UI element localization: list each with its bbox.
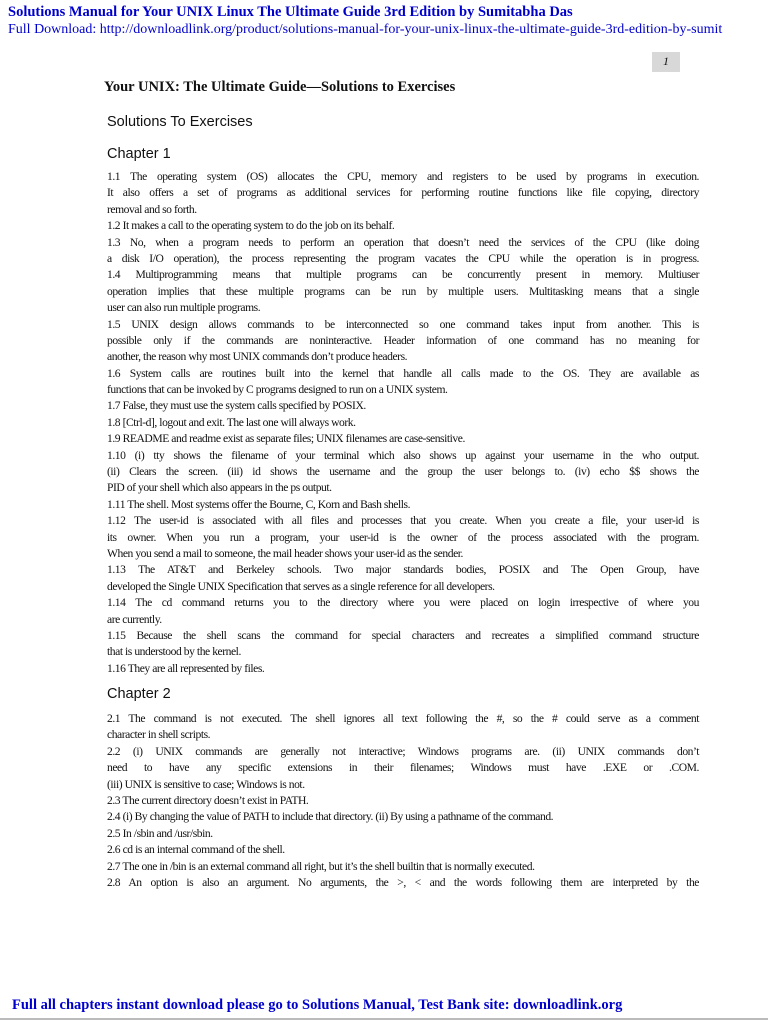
text-line: 1.14 The cd command returns you to the directory where you were placed on login irrespective of where you <box>107 596 699 610</box>
text-line: removal and so forth. <box>107 202 197 216</box>
text-line: PID of your shell which also appears in the ps output. <box>107 481 332 495</box>
text-line: 2.2 (i) UNIX commands are generally not interactive; Windows programs are. (ii) UNIX commands don’t <box>107 744 699 758</box>
book-title: Your UNIX: The Ultimate Guide—Solutions to Exercises <box>104 79 456 95</box>
text-line: 1.10 (i) tty shows the filename of your terminal which also shows up against your username in the who output. <box>107 448 699 462</box>
footer-download-banner[interactable]: Full all chapters instant download please go to Solutions Manual, Test Bank site: downloadlink.org <box>12 997 623 1013</box>
text-line: 1.9 README and readme exist as separate files; UNIX filenames are case-sensitive. <box>107 432 465 446</box>
text-line: 1.2 It makes a call to the operating system to do the job on its behalf. <box>107 219 395 233</box>
text-line: 2.7 The one in /bin is an external command all right, but it’s the shell builtin that is normally executed. <box>107 859 535 873</box>
text-line: are currently. <box>107 612 162 626</box>
text-line: its owner. When you run a program, your user-id is the owner of the process associated with the program. <box>107 530 699 544</box>
text-line: 1.4 Multiprogramming means that multiple programs can be concurrently present in memory. Multiuser <box>107 268 699 282</box>
chapter-heading: Chapter 1 <box>107 146 171 162</box>
text-line: When you send a mail to someone, the mail header shows your user-id as the sender. <box>107 546 463 560</box>
text-line: operation implies that these multiple programs can be run by multiple users. Multitasking means that a single <box>107 284 699 298</box>
text-line: 1.6 System calls are routines built into the kernel that handle all calls made to the OS. They are available as <box>107 366 699 380</box>
text-line: 1.13 The AT&T and Berkeley schools. Two major standards bodies, POSIX and The Open Group, have <box>107 563 699 577</box>
text-line: 1.7 False, they must use the system calls specified by POSIX. <box>107 399 366 413</box>
text-line: (iii) UNIX is sensitive to case; Windows is not. <box>107 777 305 791</box>
text-line: 1.15 Because the shell scans the command for special characters and recreates a simplified command structure <box>107 628 699 642</box>
page-number: 1 <box>652 52 680 72</box>
text-line: 1.5 UNIX design allows commands to be interconnected so one command takes input from another. This is <box>107 317 699 331</box>
text-line: that is understood by the kernel. <box>107 645 241 659</box>
text-line: 2.3 The current directory doesn’t exist in PATH. <box>107 793 309 807</box>
chapter-heading: Chapter 2 <box>107 686 171 702</box>
text-line: a disk I/O operation), the process representing the program vacates the CPU while the operation is in progress. <box>107 251 699 265</box>
text-line: need to have any specific extensions in their filenames; Windows must have .EXE or .COM. <box>107 761 699 775</box>
download-line[interactable] <box>8 22 768 38</box>
text-line: 2.5 In /sbin and /usr/sbin. <box>107 826 213 840</box>
text-line: 1.16 They are all represented by files. <box>107 661 265 675</box>
text-line: another, the reason why most UNIX commands don’t produce headers. <box>107 350 408 364</box>
text-line: 1.12 The user-id is associated with all files and processes that you create. When you create a file, your user-id is <box>107 514 699 528</box>
text-line: 1.1 The operating system (OS) allocates the CPU, memory and registers to be used by programs in execution. <box>107 170 699 183</box>
download-link[interactable]: http://downloadlink.org/product/solutions-manual-for-your-unix-linux-the-ultimate-guide-3rd-edition-by-sumit <box>99 22 723 37</box>
text-line: possible only if the commands are noninteractive. Header information of one command has no meaning for <box>107 333 699 347</box>
chapter-2-body <box>107 711 699 891</box>
chapter-1-body <box>107 169 699 677</box>
text-line: 2.1 The command is not executed. The shell ignores all text following the #, so the # could serve as a comment <box>107 712 699 725</box>
text-line: 1.3 No, when a program needs to perform an operation that doesn’t need the services of the CPU (like doing <box>107 235 699 249</box>
section-title: Solutions To Exercises <box>107 114 253 130</box>
text-line: developed the Single UNIX Specification that serves as a single reference for all developers. <box>107 579 495 593</box>
text-line: user can also run multiple programs. <box>107 301 261 315</box>
text-line: 1.8 [Ctrl-d], logout and exit. The last one will always work. <box>107 415 356 429</box>
text-line: 2.6 cd is an internal command of the shell. <box>107 843 285 857</box>
text-line: functions that can be invoked by C programs designed to run on a UNIX system. <box>107 383 448 397</box>
bottom-divider <box>0 1018 768 1020</box>
text-line: It also offers a set of programs as additional services for performing routine functions like file copying, directory <box>107 186 699 200</box>
text-line: (ii) Clears the screen. (iii) id shows the username and the group the user belongs to. (iv) echo $$ shows the <box>107 465 699 479</box>
text-line: 1.11 The shell. Most systems offer the Bourne, C, Korn and Bash shells. <box>107 497 411 511</box>
text-line: 2.4 (i) By changing the value of PATH to include that directory. (ii) By using a pathname of the command. <box>107 810 554 824</box>
download-label: Full Download: <box>8 22 100 37</box>
text-line: character in shell scripts. <box>107 728 211 742</box>
text-line: 2.8 An option is also an argument. No arguments, the >, < and the words following them are interpreted by the <box>107 875 699 889</box>
header-title-line: Solutions Manual for Your UNIX Linux The Ultimate Guide 3rd Edition by Sumitabha Das <box>8 4 573 20</box>
